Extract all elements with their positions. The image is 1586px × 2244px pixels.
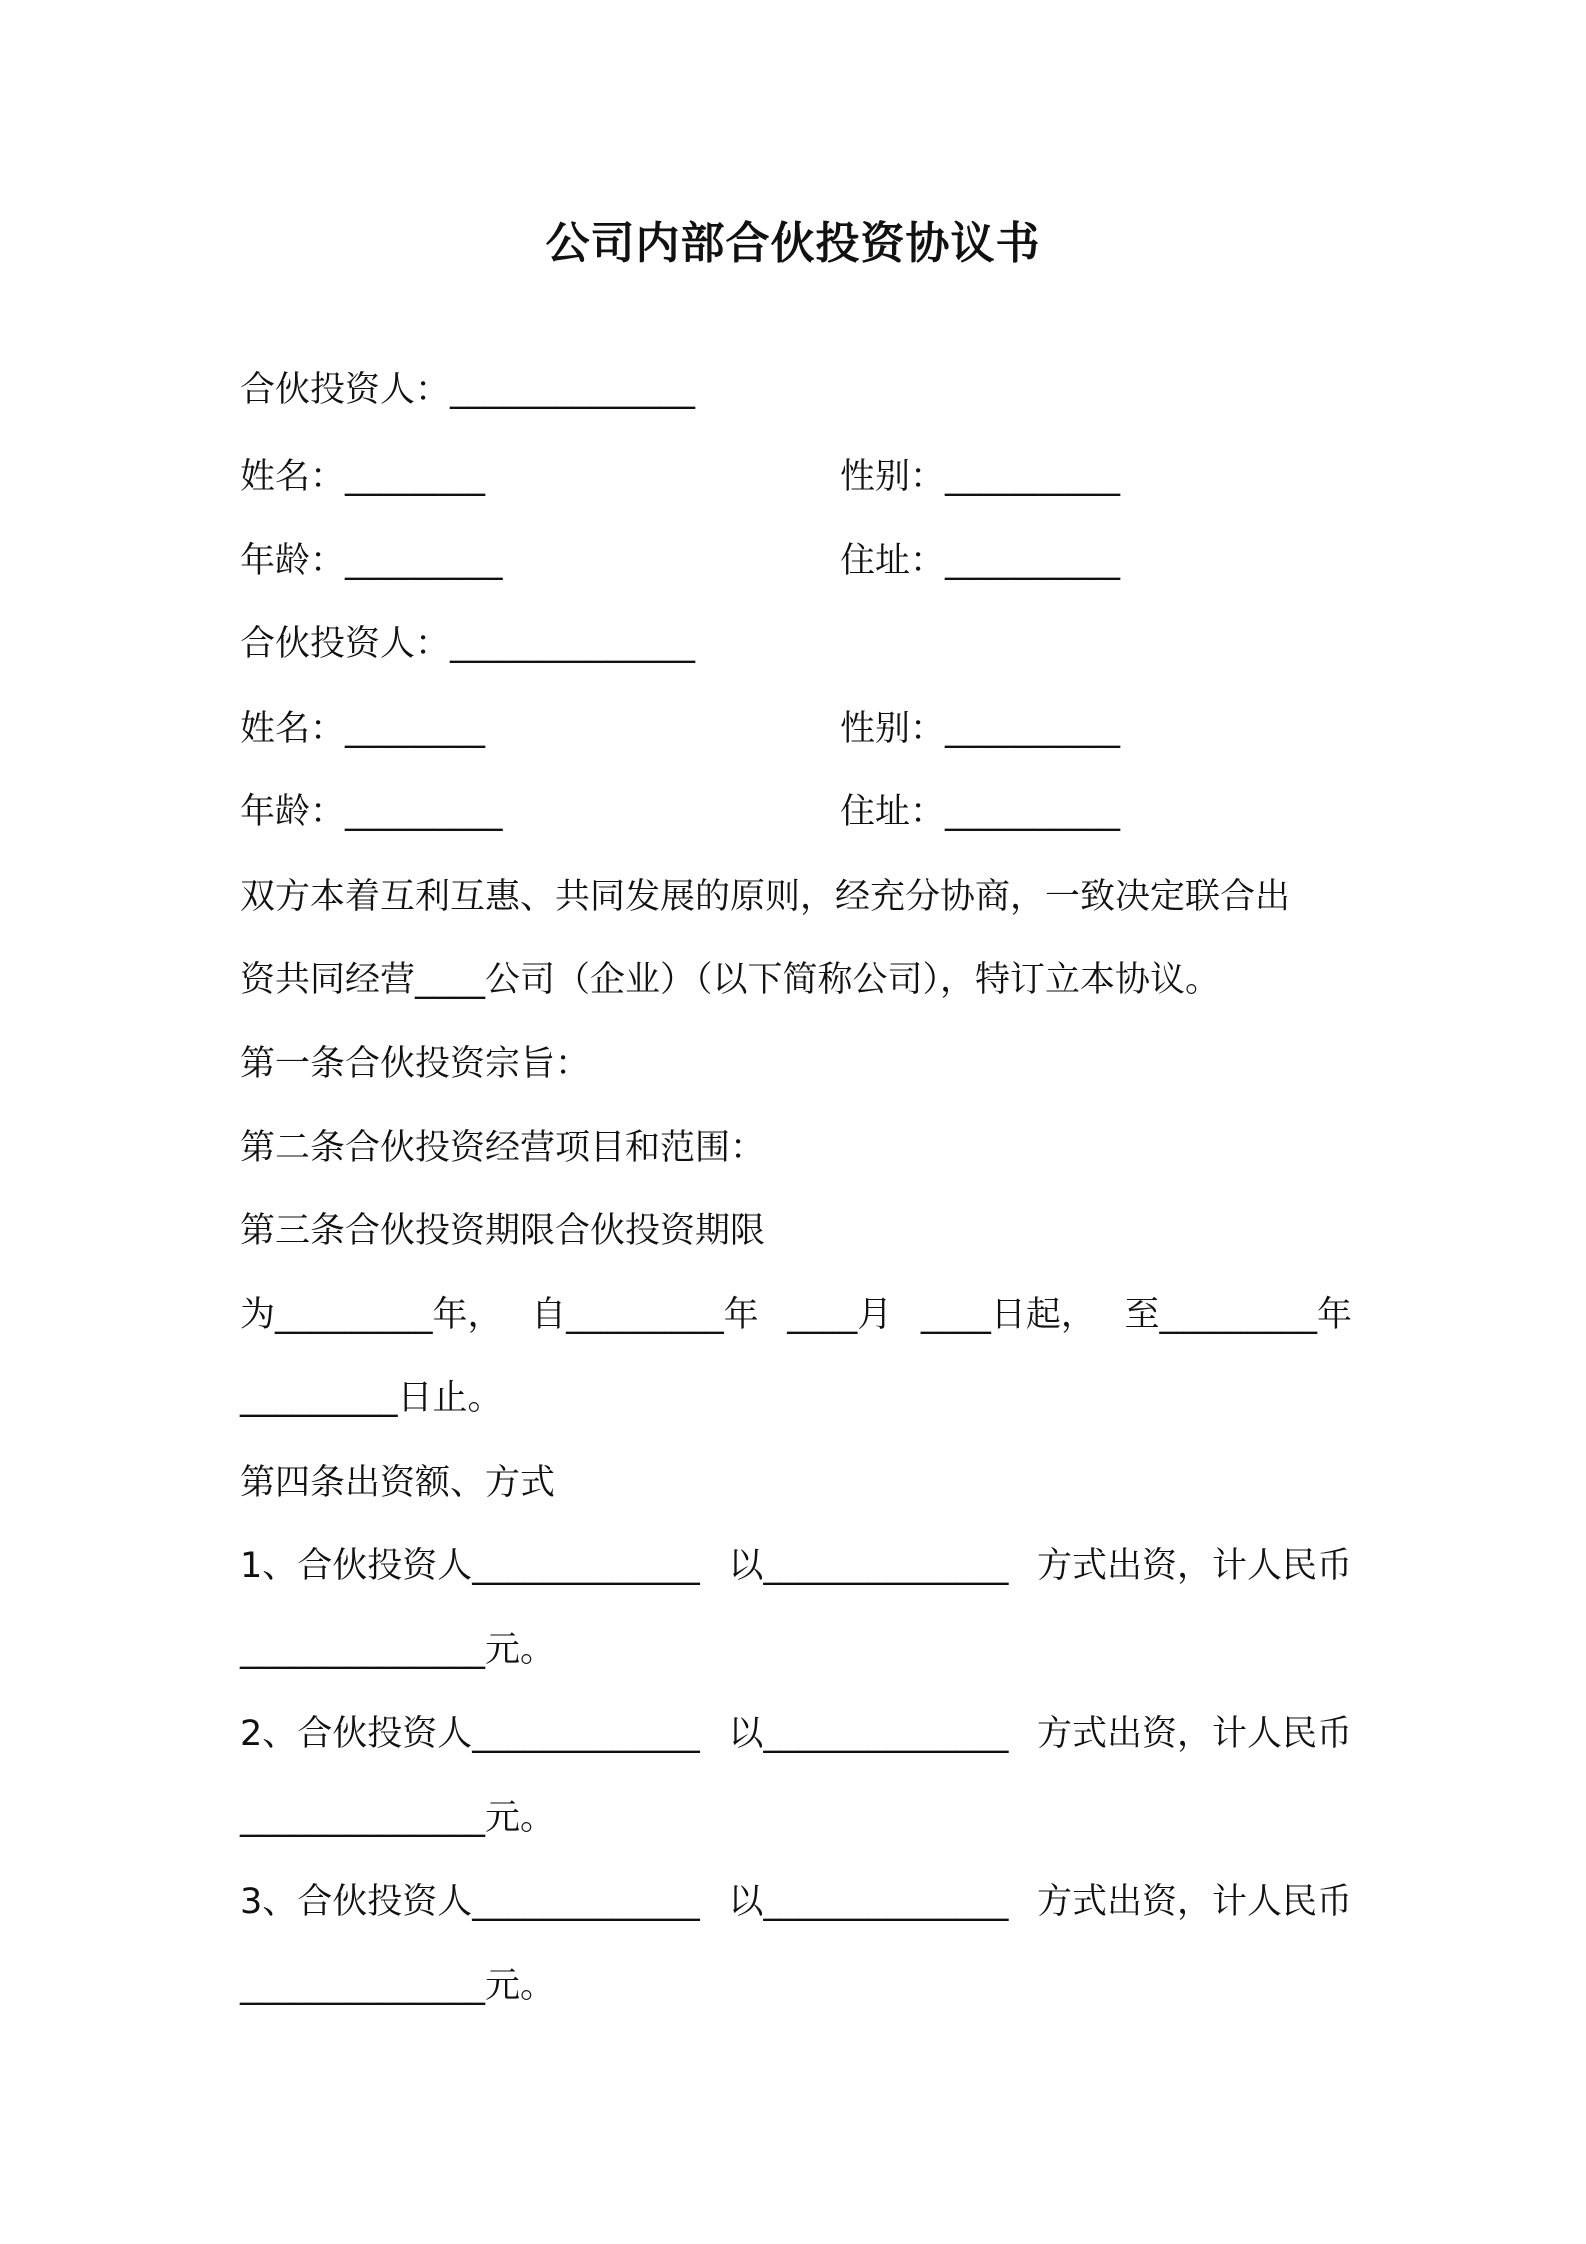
contribution-part: 方式出资，计人民币	[1036, 1882, 1352, 1922]
contribution-part: 以______________	[728, 1882, 1009, 1922]
contribution-item-2	[240, 1709, 1352, 1759]
contribution-item-3	[240, 1877, 1352, 1927]
contribution-part: 方式出资，计人民币	[1036, 1546, 1352, 1586]
preamble-line-1: 双方本着互利互惠、共同发展的原则，经充分协商，一致决定联合出	[240, 877, 1291, 917]
contribution-part: 2、合伙投资人_____________	[240, 1714, 700, 1754]
contribution-part: 1、合伙投资人_____________	[240, 1546, 700, 1586]
article3-term-part: 至_________年	[1124, 1295, 1352, 1335]
partner2-header: 合伙投资人：______________	[240, 624, 696, 664]
article3-term-part: ____月	[787, 1295, 893, 1335]
partner1-address: 住址：__________	[840, 541, 1121, 581]
partner1-age: 年龄：_________	[240, 541, 503, 581]
partner1-header: 合伙投资人：______________	[240, 370, 696, 410]
contribution-part: 以______________	[728, 1546, 1009, 1586]
contribution-item-1	[240, 1541, 1352, 1591]
article3-heading: 第三条合伙投资期限合伙投资期限	[240, 1211, 766, 1251]
partner2-gender: 性别：__________	[840, 709, 1121, 749]
article3-term-part: ____日起，	[920, 1295, 1096, 1335]
partner2-name: 姓名：________	[240, 709, 486, 749]
article4-heading: 第四条出资额、方式	[240, 1463, 556, 1503]
article3-term-line	[240, 1290, 1352, 1340]
partner1-gender: 性别：__________	[840, 457, 1121, 497]
article3-term-part: 自_________年	[531, 1295, 759, 1335]
contribution-part: 3、合伙投资人_____________	[240, 1882, 700, 1922]
article3-term-part: 为_________年，	[240, 1295, 503, 1335]
article1-heading: 第一条合伙投资宗旨：	[240, 1044, 591, 1084]
document-title: 公司内部合伙投资协议书	[545, 218, 1041, 269]
contribution-item-3-amount: ______________元。	[240, 1966, 556, 2006]
preamble-line-2: 资共同经营____公司（企业）（以下简称公司），特订立本协议。	[240, 960, 1221, 1000]
partner2-age: 年龄：_________	[240, 792, 503, 832]
contribution-part: 以______________	[728, 1714, 1009, 1754]
article2-heading: 第二条合伙投资经营项目和范围：	[240, 1128, 766, 1168]
contribution-item-1-amount: ______________元。	[240, 1630, 556, 1670]
partner2-address: 住址：__________	[840, 792, 1121, 832]
partner1-name: 姓名：________	[240, 457, 486, 497]
contribution-part: 方式出资，计人民币	[1036, 1714, 1352, 1754]
contribution-item-2-amount: ______________元。	[240, 1798, 556, 1838]
article3-term-end: _________日止。	[240, 1378, 503, 1418]
